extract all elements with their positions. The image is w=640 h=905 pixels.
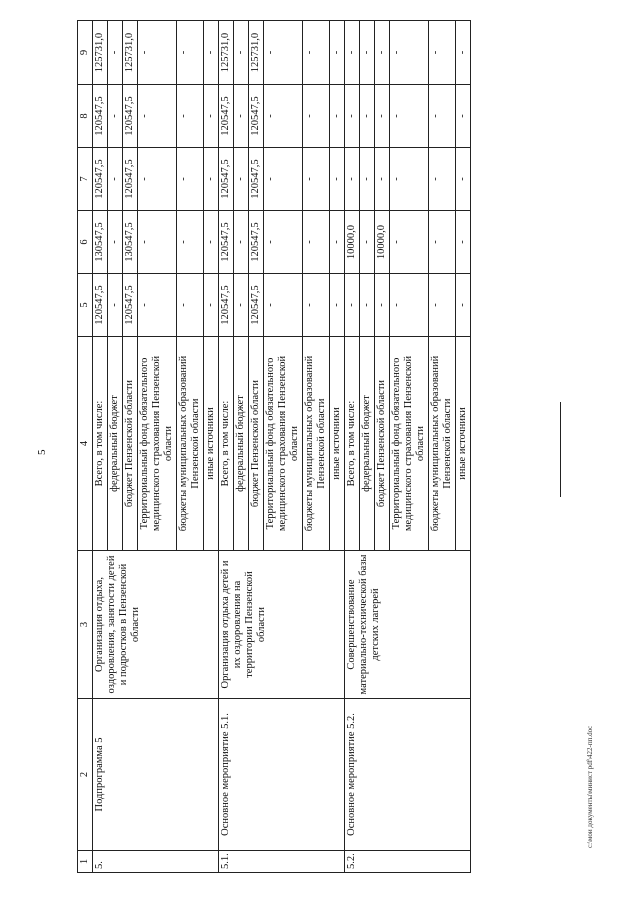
column-header: 6 [78,211,93,274]
value-cell: 125731,0 [93,21,108,85]
funding-source: Всего, в том числе: [219,337,234,551]
column-header: 5 [78,274,93,337]
value-cell: - [345,274,360,337]
row-title: Организация отдыха, оздоровления, занятости детей и подростков в Пензенской области [93,551,219,699]
row-name: Основное мероприятие 5.2. [345,699,471,851]
value-cell: - [456,21,471,85]
value-cell: - [108,85,123,148]
funding-source: федеральный бюджет [234,337,249,551]
row-number: 5. [93,851,219,873]
funding-source: федеральный бюджет [108,337,123,551]
value-cell: 125731,0 [123,21,138,85]
row-number: 5.1. [219,851,345,873]
value-cell: - [330,274,345,337]
value-cell: 120547,5 [123,274,138,337]
value-cell: - [303,211,330,274]
row-name: Подпрограмма 5 [93,699,219,851]
value-cell: - [138,148,177,211]
column-header: 3 [78,551,93,699]
value-cell: 120547,5 [123,148,138,211]
value-cell: - [360,211,375,274]
value-cell: 130547,5 [93,211,108,274]
row-title: Совершенствование материально-технической базы детских лагерей [345,551,471,699]
value-cell: - [330,211,345,274]
value-cell: 125731,0 [219,21,234,85]
table-row [93,21,108,873]
value-cell: - [204,85,219,148]
value-cell: - [177,274,204,337]
funding-source: бюджет Пензенской области [123,337,138,551]
value-cell: 120547,5 [93,274,108,337]
row-title: Организация отдыха детей и их оздоровления на территории Пензенской области [219,551,345,699]
column-header: 4 [78,337,93,551]
value-cell: - [303,148,330,211]
value-cell: - [264,274,303,337]
value-cell: - [429,211,456,274]
value-cell: - [345,148,360,211]
value-cell: - [360,274,375,337]
value-cell: - [456,211,471,274]
value-cell: 130547,5 [123,211,138,274]
value-cell: 120547,5 [219,274,234,337]
value-cell: - [108,148,123,211]
value-cell: - [303,85,330,148]
value-cell: - [375,21,390,85]
value-cell: - [456,85,471,148]
funding-source: иные источники [204,337,219,551]
separator-line [560,402,561,497]
page-number: 5 [36,449,48,455]
table-row [345,21,360,873]
value-cell: - [360,21,375,85]
funding-source: Территориальный фонд обязательного медицинского страхования Пензенской области [264,337,303,551]
value-cell: - [330,148,345,211]
budget-table [77,20,471,873]
value-cell: 120547,5 [219,85,234,148]
column-header: 8 [78,85,93,148]
value-cell: - [234,274,249,337]
value-cell: - [234,21,249,85]
funding-source: Всего, в том числе: [345,337,360,551]
value-cell: 120547,5 [219,148,234,211]
value-cell: - [345,21,360,85]
row-number: 5.2. [345,851,471,873]
value-cell: - [264,211,303,274]
value-cell: - [390,211,429,274]
value-cell: 10000,0 [375,211,390,274]
value-cell: 120547,5 [249,85,264,148]
funding-source: Территориальный фонд обязательного медицинского страхования Пензенской области [390,337,429,551]
value-cell: - [360,85,375,148]
rotated-table-container [77,21,528,873]
value-cell: - [456,274,471,337]
value-cell: - [390,85,429,148]
funding-source: федеральный бюджет [360,337,375,551]
value-cell: - [330,21,345,85]
value-cell: - [177,211,204,274]
funding-source: бюджет Пензенской области [375,337,390,551]
value-cell: 120547,5 [249,274,264,337]
value-cell: - [138,274,177,337]
value-cell: - [108,274,123,337]
value-cell: 120547,5 [249,211,264,274]
value-cell: - [345,85,360,148]
column-header: 9 [78,21,93,85]
value-cell: - [429,85,456,148]
value-cell: - [303,274,330,337]
funding-source: бюджет Пензенской области [249,337,264,551]
value-cell: - [204,211,219,274]
value-cell: 120547,5 [249,148,264,211]
value-cell: - [108,211,123,274]
funding-source: бюджеты муниципальных образований Пензенской области [429,337,456,551]
value-cell: - [204,274,219,337]
value-cell: - [375,85,390,148]
value-cell: - [234,148,249,211]
funding-source: Территориальный фонд обязательного медицинского страхования Пензенской области [138,337,177,551]
funding-source: бюджеты муниципальных образований Пензенской области [177,337,204,551]
value-cell: - [204,21,219,85]
value-cell: - [375,148,390,211]
value-cell: - [264,21,303,85]
value-cell: - [138,211,177,274]
value-cell: 125731,0 [249,21,264,85]
funding-source: иные источники [330,337,345,551]
funding-source: иные источники [456,337,471,551]
value-cell: - [429,274,456,337]
value-cell: - [234,85,249,148]
value-cell: - [429,148,456,211]
value-cell: - [390,148,429,211]
funding-source: Всего, в том числе: [93,337,108,551]
value-cell: 10000,0 [345,211,360,274]
header-row [78,21,93,873]
value-cell: - [177,148,204,211]
value-cell: - [177,85,204,148]
funding-source: бюджеты муниципальных образований Пензенской области [303,337,330,551]
value-cell: - [264,148,303,211]
value-cell: - [138,21,177,85]
value-cell: - [138,85,177,148]
value-cell: 120547,5 [93,148,108,211]
table-row [219,21,234,873]
row-name: Основное мероприятие 5.1. [219,699,345,851]
value-cell: - [456,148,471,211]
value-cell: - [108,21,123,85]
value-cell: 120547,5 [93,85,108,148]
value-cell: - [303,21,330,85]
value-cell: 120547,5 [123,85,138,148]
value-cell: - [177,21,204,85]
value-cell: - [429,21,456,85]
value-cell: - [204,148,219,211]
value-cell: - [390,274,429,337]
value-cell: - [234,211,249,274]
column-header: 2 [78,699,93,851]
column-header: 1 [78,851,93,873]
table-body [93,21,471,873]
value-cell: - [360,148,375,211]
value-cell: - [390,21,429,85]
value-cell: - [330,85,345,148]
value-cell: 120547,5 [219,211,234,274]
value-cell: - [375,274,390,337]
value-cell: - [264,85,303,148]
footer-path: c:\мои документы\минист pdf\422-пп.doc [586,725,594,848]
column-header: 7 [78,148,93,211]
